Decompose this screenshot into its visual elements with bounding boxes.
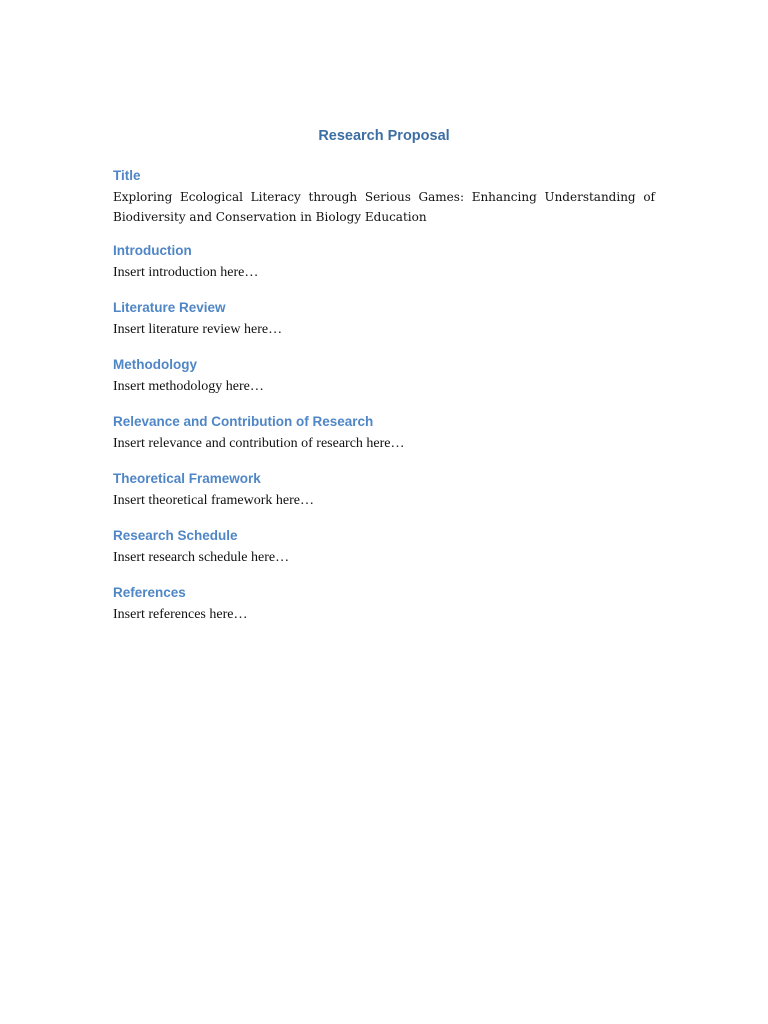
section-heading: Theoretical Framework [113,471,261,486]
section-title [113,165,655,227]
section-methodology [113,354,655,398]
section-heading: References [113,585,186,600]
section-body: Exploring Ecological Literacy through Serious Games: Enhancing Understanding of Biodiversity and Conservation in Biology Education [113,190,655,224]
section-heading: Research Schedule [113,528,238,543]
section-references [113,582,655,626]
section-body: Insert references here… [113,607,248,622]
section-heading: Literature Review [113,300,226,315]
document-title: Research Proposal [318,128,450,144]
section-body: Insert literature review here… [113,322,283,337]
section-heading: Title [113,168,141,183]
section-research-schedule [113,525,655,569]
section-body: Insert methodology here… [113,379,264,394]
section-body: Insert theoretical framework here… [113,493,314,508]
section-theoretical-framework [113,468,655,512]
section-heading: Methodology [113,357,197,372]
section-relevance [113,411,655,455]
section-introduction [113,240,655,284]
section-body: Insert introduction here… [113,265,259,280]
section-heading: Introduction [113,243,192,258]
section-literature-review [113,297,655,341]
section-body: Insert relevance and contribution of research here… [113,436,405,451]
section-body: Insert research schedule here… [113,550,290,565]
section-heading: Relevance and Contribution of Research [113,414,374,429]
document-page [113,124,655,639]
